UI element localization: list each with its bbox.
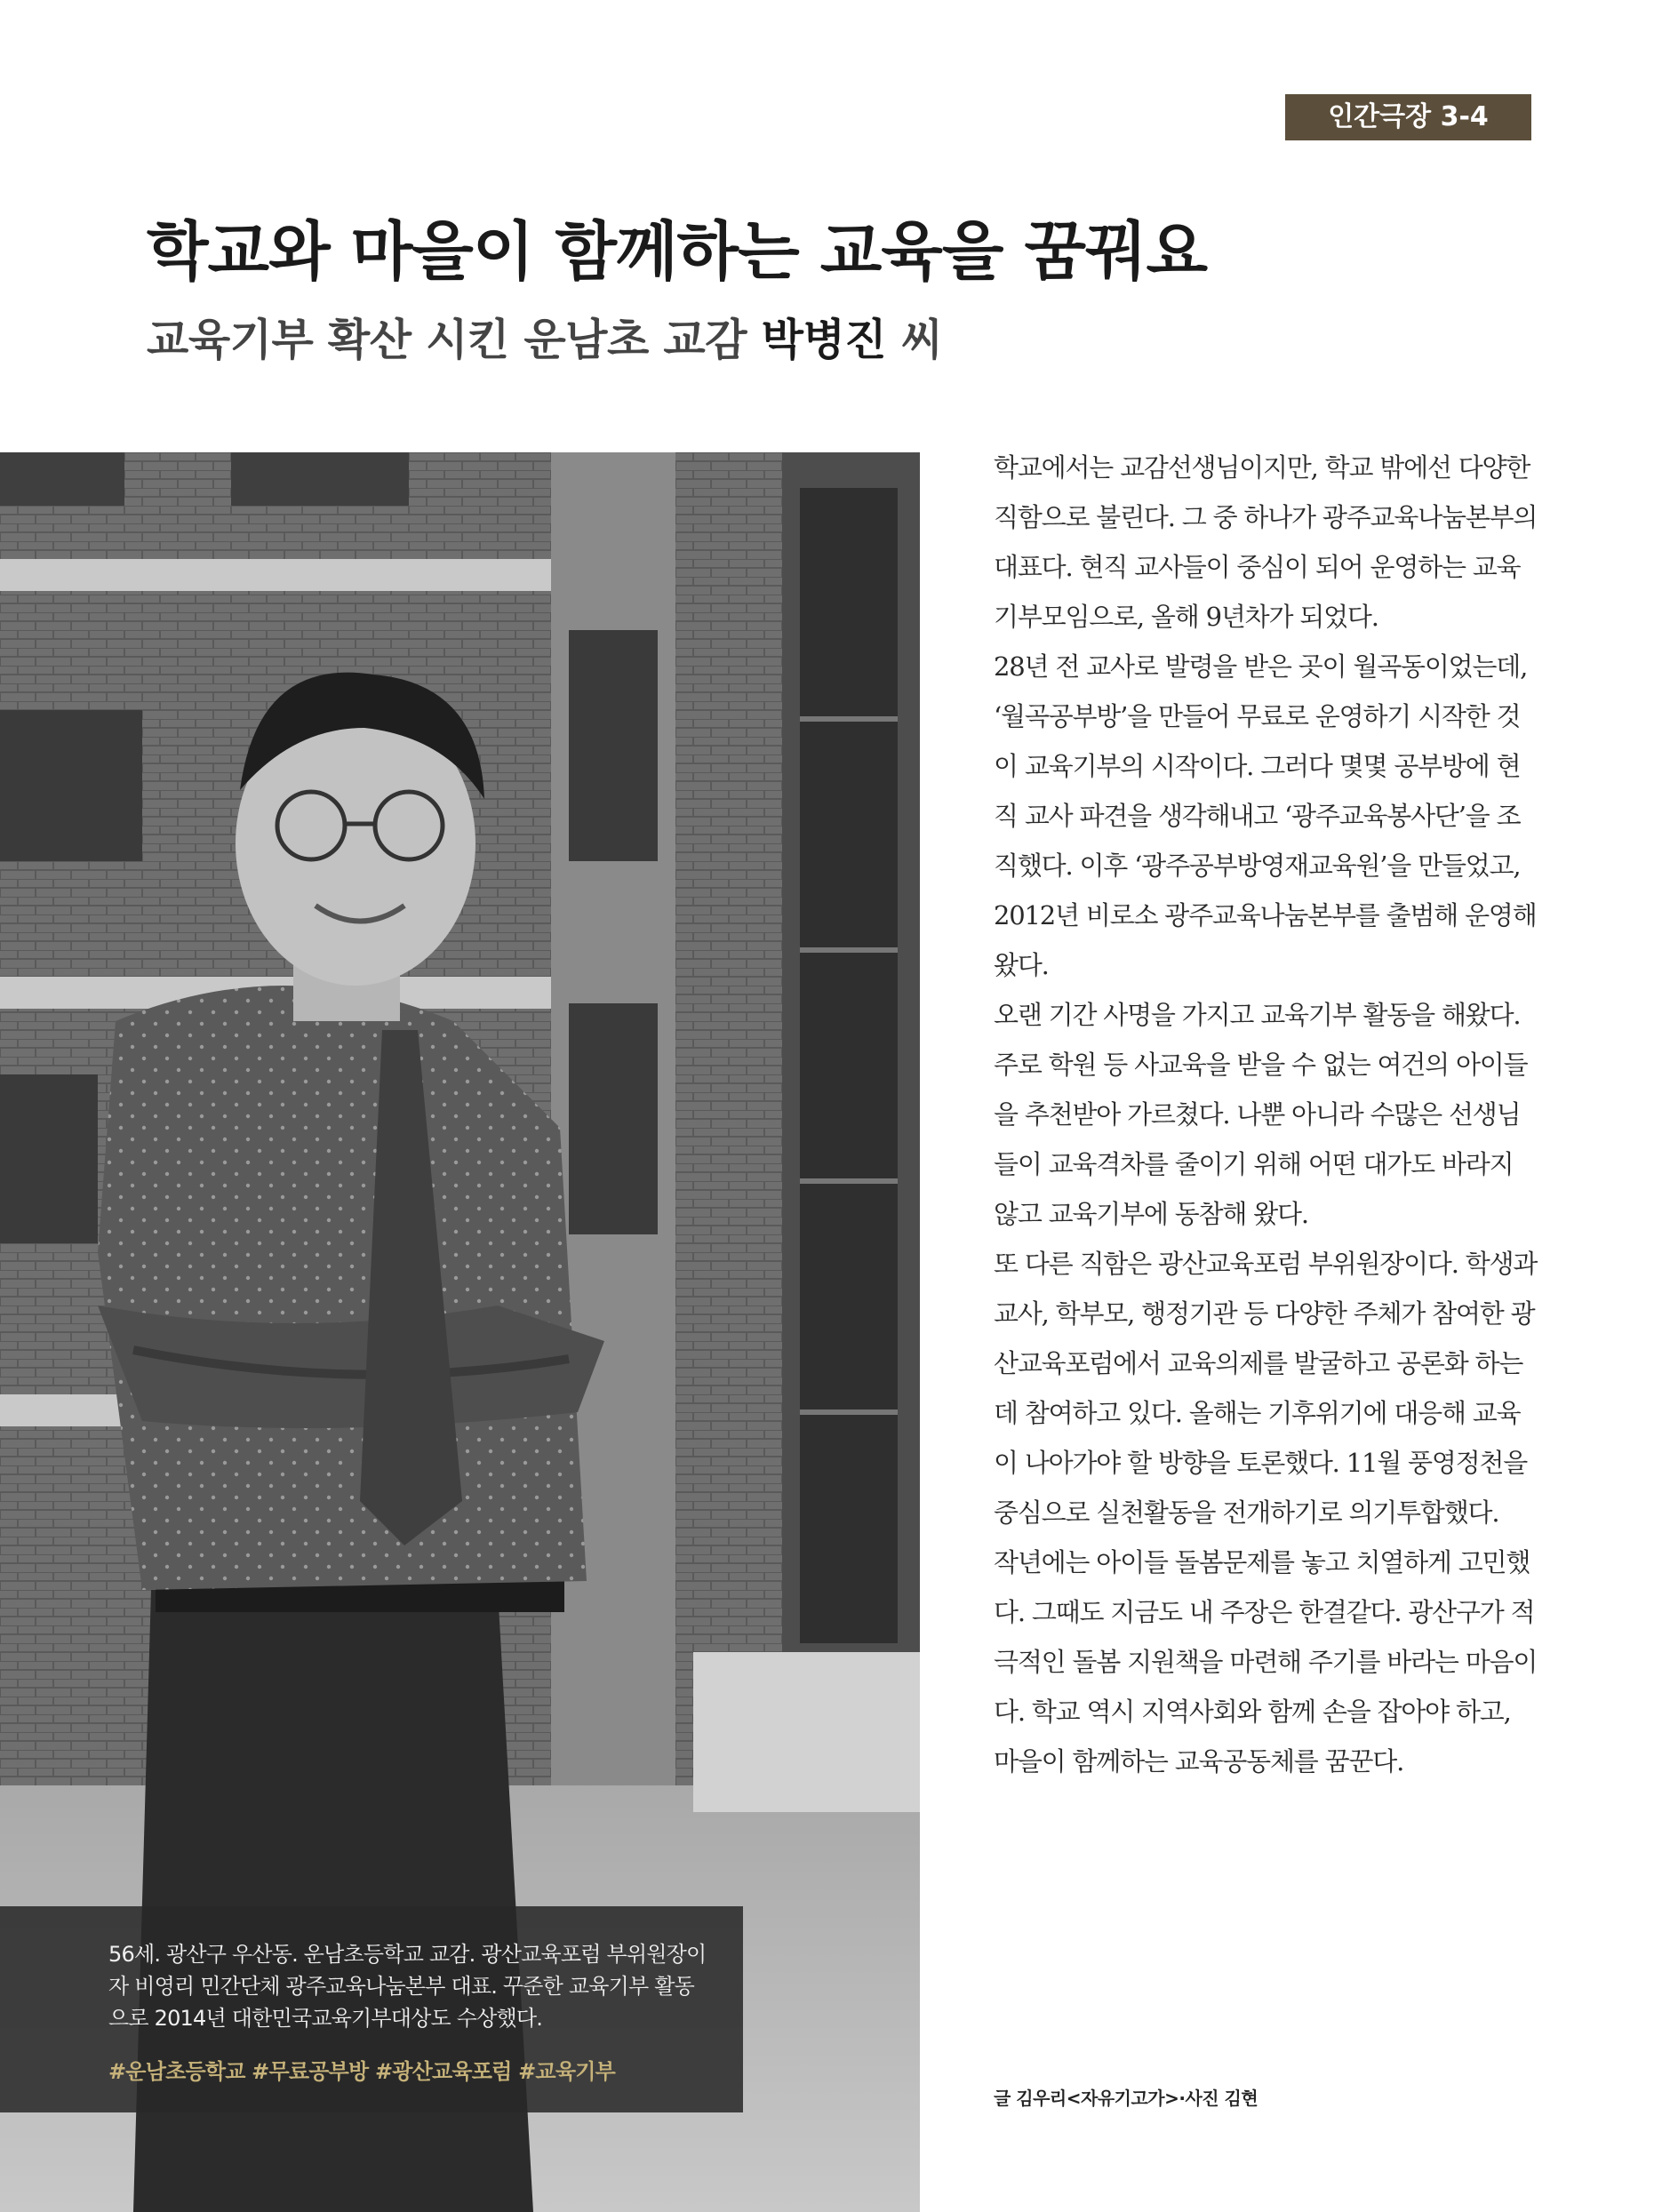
subheadline [147, 306, 943, 368]
caption-text: 56세. 광산구 우산동. 운남초등학교 교감. 광산교육포럼 부위원장이자 비영리 민간단체 광주교육나눔본부 대표. 꾸준한 교육기부 활동으로 2014년 대한민국교육기부대상도 수상했다. [108, 1942, 707, 2031]
subject-name: 박병진 [761, 315, 887, 365]
article-body [994, 443, 1538, 1786]
photo-caption [0, 1906, 743, 2112]
headline: 학교와 마을이 함께하는 교육을 꿈꿔요 [147, 214, 1208, 289]
subheadline-prefix: 교육기부 확산 시킨 운남초 교감 [147, 315, 762, 365]
caption-hashtags: #운남초등학교 #무료공부방 #광산교육포럼 #교육기부 [108, 2059, 615, 2084]
byline-credit: 글 김우리<자유기고가>·사진 김현 [994, 2088, 1258, 2109]
section-tag: 인간극장 3-4 [1285, 94, 1531, 140]
body-paragraph-3: 오랜 기간 사명을 가지고 교육기부 활동을 해왔다. 주로 학원 등 사교육을 받을 수 없는 여건의 아이들을 추천받아 가르쳤다. 나뿐 아니라 수많은 선생님들이 교육격차를 줄이기 위해 어떤 대가도 바라지 않고 교육기부에 동참해 왔다. [994, 1000, 1528, 1229]
body-paragraph-4: 또 다른 직함은 광산교육포럼 부위원장이다. 학생과 교사, 학부모, 행정기관 등 다양한 주체가 참여한 광산교육포럼에서 교육의제를 발굴하고 공론화 하는 데 참여하고 있다. 올해는 기후위기에 대응해 교육이 나아가야 할 방향을 토론했다. 11월 풍영정천을 중심으로 실천활동을 전개하기로 의기투합했다. [994, 1249, 1538, 1528]
body-paragraph-1: 학교에서는 교감선생님이지만, 학교 밖에선 다양한 직함으로 불린다. 그 중 하나가 광주교육나눔본부의 대표다. 현직 교사들이 중심이 되어 운영하는 교육기부모임으로, 올해 9년차가 되었다. [994, 452, 1538, 632]
subheadline-suffix: 씨 [886, 315, 943, 365]
body-paragraph-2: 28년 전 교사로 발령을 받은 곳이 월곡동이었는데, ‘월곡공부방’을 만들어 무료로 운영하기 시작한 것이 교육기부의 시작이다. 그러다 몇몇 공부방에 현직 교사 파견을 생각해내고 ‘광주교육봉사단’을 조직했다. 이후 ‘광주공부방영재교육원’을 만들었고, 2012년 비로소 광주교육나눔본부를 출범해 운영해 왔다. [994, 651, 1537, 980]
body-paragraph-5: 작년에는 아이들 돌봄문제를 놓고 치열하게 고민했다. 그때도 지금도 내 주장은 한결같다. 광산구가 적극적인 돌봄 지원책을 마련해 주기를 바라는 마음이다. 학교 역시 지역사회와 함께 손을 잡아야 하고, 마을이 함께하는 교육공동체를 꿈꾼다. [994, 1547, 1538, 1777]
